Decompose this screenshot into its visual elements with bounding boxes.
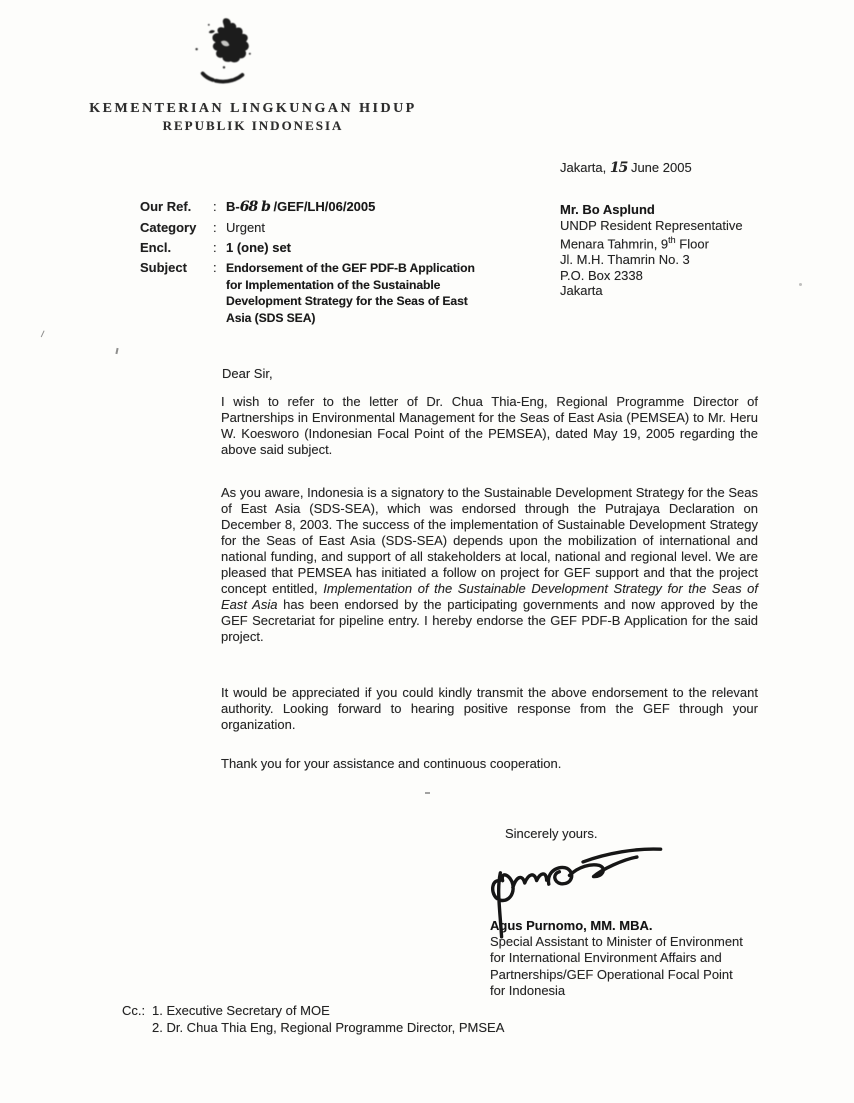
recipient-line: P.O. Box 2338	[560, 267, 643, 283]
valediction: Sincerely yours.	[505, 826, 598, 841]
recipient-line: Jakarta	[560, 283, 603, 299]
scan-mark	[425, 792, 430, 794]
recipient-address	[560, 202, 743, 299]
signatory-title-line: for Indonesia	[490, 982, 566, 998]
category-label: Category	[140, 220, 197, 235]
paragraph-2: As you aware, Indonesia is a signatory to the Sustainable Development Strategy for the Seas of East Asia (SDS-SEA), which was endorsed through the Putrajaya Declaration on December 8, 2003. The success of the implementation of Sustainable Development Strategy for the Seas of East Asia (SDS-SEA) depends upon the mobilization of international and national funding, and support of all stakeholders at local, national and regional level. We are pleased that PEMSEA has initiated a follow on project for GEF support and that the project concept entitled, Implementation of the Sustainable Development Strategy for the Seas of East Asia has been endorsed by the participating governments and now approved by the GEF Secretariat for pipeline entry. I hereby endorse the GEF PDF-B Application for the said project.	[221, 485, 759, 644]
date-line	[560, 160, 692, 176]
ref-row-our-ref: Our Ref. : B-68 b /GEF/LH/06/2005	[140, 199, 485, 216]
date-handwritten-day: 15	[609, 160, 628, 176]
closing-block	[490, 826, 830, 999]
ministry-name: KEMENTERIAN LINGKUNGAN HIDUP	[89, 101, 417, 116]
scan-mark	[115, 348, 118, 354]
ref-row-category: Category : Urgent	[140, 220, 485, 236]
signatory-title-line: Partnerships/GEF Operational Focal Point	[490, 966, 733, 982]
our-ref-label: Our Ref.	[140, 199, 192, 214]
handwritten-signature	[484, 837, 677, 944]
subject-value: Endorsement of the GEF PDF-B Application for Implementation of the Sustainable Development Strategy for the Seas of East Asia (SDS SEA)	[226, 261, 475, 325]
cc-item: 2. Dr. Chua Thia Eng, Regional Programme Director, PMSEA	[152, 1020, 505, 1035]
ref-row-encl: Encl. : 1 (one) set	[140, 240, 485, 256]
subject-label: Subject	[140, 260, 187, 275]
date-rest: June 2005	[627, 160, 692, 175]
encl-value: 1 (one) set	[226, 240, 292, 255]
paragraph-1: I wish to refer to the letter of Dr. Chua Thia-Eng, Regional Programme Director of Partnerships in Environmental Management for the Seas of East Asia (PEMSEA) to Mr. Heru W. Koesworo (Indonesian Focal Point of the PEMSEA), dated May 19, 2005 regarding the above said subject.	[221, 394, 758, 457]
salutation: Dear Sir,	[222, 366, 273, 381]
date-city: Jakarta,	[560, 160, 610, 175]
scan-mark	[41, 330, 48, 338]
recipient-name: Mr. Bo Asplund	[560, 202, 655, 217]
our-ref-handwritten: 68 b	[239, 199, 270, 215]
garuda-emblem-icon	[186, 14, 262, 98]
country-name: REPUBLIK INDONESIA	[162, 118, 344, 133]
signatory-name: Agus Purnomo, MM. MBA.	[490, 918, 653, 933]
signatory-title-line: Special Assistant to Minister of Environment	[490, 934, 743, 949]
recipient-line: UNDP Resident Representative	[560, 217, 743, 233]
recipient-line: Jl. M.H. Thamrin No. 3	[560, 252, 690, 268]
cc-items	[152, 1002, 504, 1036]
cc-item: 1. Executive Secretary of MOE	[152, 1003, 330, 1018]
encl-label: Encl.	[140, 240, 172, 255]
paragraph-4: Thank you for your assistance and continuous cooperation.	[221, 756, 562, 771]
reference-block	[140, 199, 485, 331]
project-title-italic: Implementation of the Sustainable Development Strategy for the Seas of East Asia	[221, 581, 758, 612]
recipient-line: Menara Tahmrin, 9th Floor	[560, 235, 709, 252]
our-ref-value: B-68 b /GEF/LH/06/2005	[226, 199, 376, 215]
letter-body	[221, 394, 758, 772]
category-value: Urgent	[226, 220, 266, 235]
paragraph-3: It would be appreciated if you could kindly transmit the above endorsement to the relevant authority. Looking forward to hearing positive response from the GEF through your organization.	[221, 685, 758, 732]
cc-label: Cc.:	[122, 1003, 146, 1018]
scan-mark	[799, 283, 802, 286]
cc-block	[122, 1002, 504, 1036]
signatory-title-line: for International Environment Affairs and	[490, 950, 722, 966]
ref-row-subject: Subject : Endorsement of the GEF PDF-B Application for Implementation of the Sustainable Development Strategy for the Seas of East Asia (SDS SEA)	[140, 260, 485, 326]
